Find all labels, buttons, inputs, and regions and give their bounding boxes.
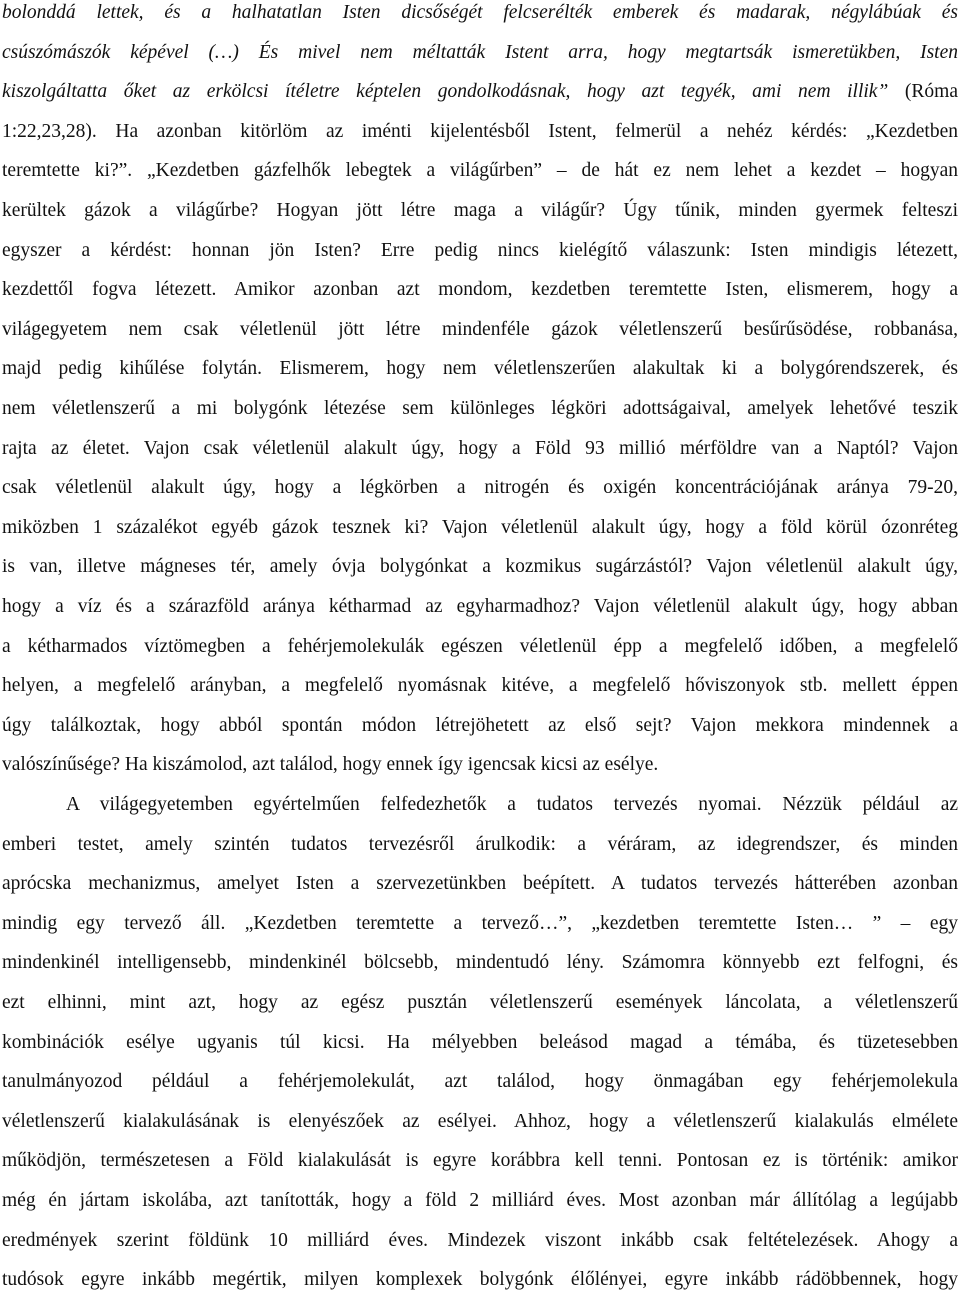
- text-line: [2, 711, 958, 741]
- body-text: is van, illetve mágneses tér, amely óvja bolygónkat a kozmikus sugárzástól? Vajon véletlenül alakult úgy,: [2, 556, 958, 578]
- body-text: miközben 1 százalékot egyéb gázok tesznek ki? Vajon véletlenül alakult úgy, hogy a föld körül ózonréteg: [2, 516, 958, 538]
- quoted-scripture-text: csúszómászók képével (…) És mivel nem méltatták Istent arra, hogy megtartsák ismeretükben, Isten: [2, 41, 958, 63]
- text-line: [2, 1146, 958, 1176]
- body-text: kezdettől fogva létezett. Amikor azonban azt mondom, kezdetben teremtette Isten, elismerem, hogy a: [2, 279, 958, 301]
- body-text: teremtette ki?”. „Kezdetben gázfelhők lebegtek a világűrben” – de hát ez nem lehet a kezdet – hogyan: [2, 160, 958, 182]
- body-text: csak véletlenül alakult úgy, hogy a légkörben a nitrogén és oxigén koncentrációjának aránya 79-20,: [2, 477, 958, 499]
- body-text: valószínűsége? Ha kiszámolod, azt találod, hogy ennek így igencsak kicsi az esélye.: [2, 754, 659, 776]
- body-text: tanulmányozod például a fehérjemolekulát, azt találod, hogy önmagában egy fehérjemolekula: [2, 1071, 958, 1093]
- body-text: (Róma: [888, 81, 958, 103]
- body-text: egyszer a kérdést: honnan jön Isten? Erre pedig nincs kielégítő válaszunk: Isten mindigis létezett,: [2, 239, 958, 261]
- text-line: [2, 434, 958, 464]
- body-text: kombinációk esélye ugyanis túl kicsi. Ha mélyebben beleásod magad a témába, és tüzetesebben: [2, 1031, 958, 1053]
- text-line: [2, 750, 958, 780]
- body-text: tudósok egyre inkább megértik, milyen komplexek bolygónk élőlényei, egyre inkább rádöbbennek, hogy: [2, 1269, 958, 1291]
- body-text: mindenkinél intelligensebb, mindenkinél bölcsebb, mindentudó lény. Számomra könnyebb ezt felfogni, és: [2, 952, 958, 974]
- body-text: A világegyetemben egyértelműen felfedezhetők a tudatos tervezés nyomai. Nézzük például az: [66, 794, 958, 815]
- body-text: kerültek gázok a világűrbe? Hogyan jött létre maga a világűr? Úgy tűnik, minden gyermek felteszi: [2, 200, 958, 221]
- text-line: [2, 196, 958, 226]
- text-line: [2, 1028, 958, 1058]
- body-text: működjön, természetesen a Föld kialakulását is egyre korábbra kell tenni. Pontosan ez is történik: amikor: [2, 1150, 958, 1172]
- text-line: [2, 592, 958, 622]
- text-line: [2, 1265, 958, 1295]
- text-line: [2, 117, 958, 147]
- body-text: világegyetem nem csak véletlenül jött létre mindenféle gázok véletlenszerű besűrűsödése, robbanása,: [2, 318, 958, 340]
- text-line: [2, 988, 958, 1018]
- body-text: majd pedig kihűlése folytán. Elismerem, hogy nem véletlenszerűen alakultak ki a bolygórendszerek, és: [2, 358, 958, 380]
- text-line: [2, 77, 958, 107]
- text-line: [2, 0, 958, 28]
- body-text: eredmények szerint földünk 10 milliárd éves. Mindezek viszont inkább csak feltételezések. Ahogy a: [2, 1229, 958, 1251]
- body-text: rajta az életet. Vajon csak véletlenül alakult úgy, hogy a Föld 93 millió mérföldre van a Naptól? Vajon: [2, 437, 958, 459]
- text-line: [2, 1067, 958, 1097]
- text-line: [2, 790, 958, 820]
- text-line: [2, 354, 958, 384]
- text-line: [2, 394, 958, 424]
- text-line: [2, 1107, 958, 1137]
- text-line: [2, 38, 958, 68]
- text-line: [2, 236, 958, 266]
- body-text: nem véletlenszerű a mi bolygónk létezése sem különleges légköri adottságaival, amelyek lehetővé teszik: [2, 398, 958, 419]
- body-text: úgy találkoztak, hogy abból spontán módon létrejöhetett az első sejt? Vajon mekkora mindennek a: [2, 714, 958, 736]
- text-line: [2, 948, 958, 978]
- body-text: aprócska mechanizmus, amelyet Isten a szervezetünkben beépített. A tudatos tervezés hátterében azonban: [2, 873, 958, 895]
- body-text: ezt elhinni, mint azt, hogy az egész pusztán véletlenszerű események láncolata, a véletlenszerű: [2, 992, 958, 1013]
- text-line: [2, 275, 958, 305]
- body-text: még én jártam iskolába, azt tanították, hogy a föld 2 milliárd éves. Most azonban már állítólag a legújabb: [2, 1190, 958, 1211]
- text-line: [2, 830, 958, 860]
- quoted-scripture-text: bolonddá lettek, és a halhatatlan Isten dicsőségét felcserélték emberek és madarak, négylábúak és: [2, 2, 958, 23]
- body-text: mindig egy tervező áll. „Kezdetben teremtette a tervező…”, „kezdetben teremtette Isten… ” – egy: [2, 912, 958, 934]
- body-text: hogy a víz és a szárazföld aránya kétharmad az egyharmadhoz? Vajon véletlenül alakult úgy, hogy abban: [2, 596, 958, 617]
- quoted-scripture-text: kiszolgáltatta őket az erkölcsi ítéletre képtelen gondolkodásnak, hogy azt tegyék, ami nem illik”: [2, 81, 889, 103]
- text-line: [2, 632, 958, 662]
- text-line: [2, 671, 958, 701]
- body-text: 1:22,23,28). Ha azonban kitörlöm az iménti kijelentésből Istent, felmerül a nehéz kérdés: „Kezdetben: [2, 120, 958, 142]
- text-line: [2, 1186, 958, 1216]
- body-text: emberi testet, amely szintén tudatos tervezésről árulkodik: a véráram, az idegrendszer, és minden: [2, 833, 958, 855]
- text-line: [2, 909, 958, 939]
- text-line: [2, 473, 958, 503]
- text-line: [2, 552, 958, 582]
- body-text: a kétharmados víztömegben a fehérjemolekulák egészen véletlenül épp a megfelelő időben, a megfelelő: [2, 635, 958, 657]
- text-line: [2, 513, 958, 543]
- text-line: [2, 869, 958, 899]
- text-line: [2, 315, 958, 345]
- body-text: véletlenszerű kialakulásának is elenyészőek az esélyei. Ahhoz, hogy a véletlenszerű kialakulás elmélete: [2, 1110, 958, 1132]
- body-text: helyen, a megfelelő arányban, a megfelelő nyomásnak kitéve, a megfelelő hőviszonyok stb. mellett éppen: [2, 675, 958, 697]
- text-line: [2, 156, 958, 186]
- text-line: [2, 1226, 958, 1256]
